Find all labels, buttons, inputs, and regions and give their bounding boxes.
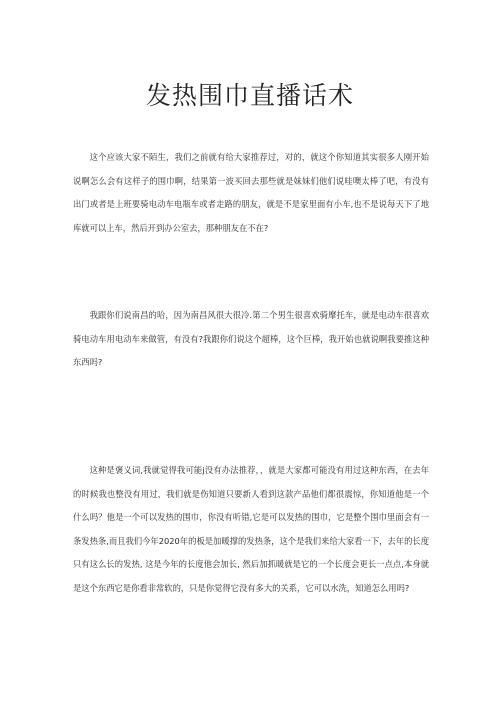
paragraph-3: 这种是褒义词,我就觉得我可能j没有办法推荐，，就是大家都可能没有用过这种东西，在去年的时候我也整没有用过，我们就是伤知道只要新人看到这款产品他们都很震惊，你知道他是一个什么吗？他是一个可以发热的围巾，你没有听错,它是可以发热的围巾，它是整个围巾里面会有一条发热条,而且我们今年2020年的板是加暖撑的发热条，这个是我们来给大家看一下，去年的长度只有这么长的发热, 这是今年的长度他会加长, 然后加抓暖就是它的一个长度会更长一点点,本身就是这个东西它是你看非常软的，只是你觉得它没有多大的关系，它可以水洗，知道怎么用吗?	[73, 465, 429, 593]
paragraph-1: 这个应该大家不陌生，我们之前就有给大家推荐过，对的，就这个你知道其实很多人刚开始说啊怎么会有这样子的围巾啊，结果第一波买回去那些就是妹妹们他们说哇噢太棒了吧，有没有出门或者是上班要骑电动车电瓶车或者走路的朋友，就是不是家里面有小车,也不是说每天下了地库就可以上车，然后开到办公室去，那种朋友在不在?	[73, 152, 429, 233]
paragraph-2: 我跟你们说南昌的哈，因为南昌风很大很冷.第二个男生很喜欢骑摩托车，就是电动车很喜欢骑电动车用电动车来做管，有没有?我跟你们说这个超棒，这个巨棒，我开始也就说啊我要推这种东西吗?	[73, 310, 429, 367]
document-title: 发热围巾直播话术	[145, 81, 354, 110]
